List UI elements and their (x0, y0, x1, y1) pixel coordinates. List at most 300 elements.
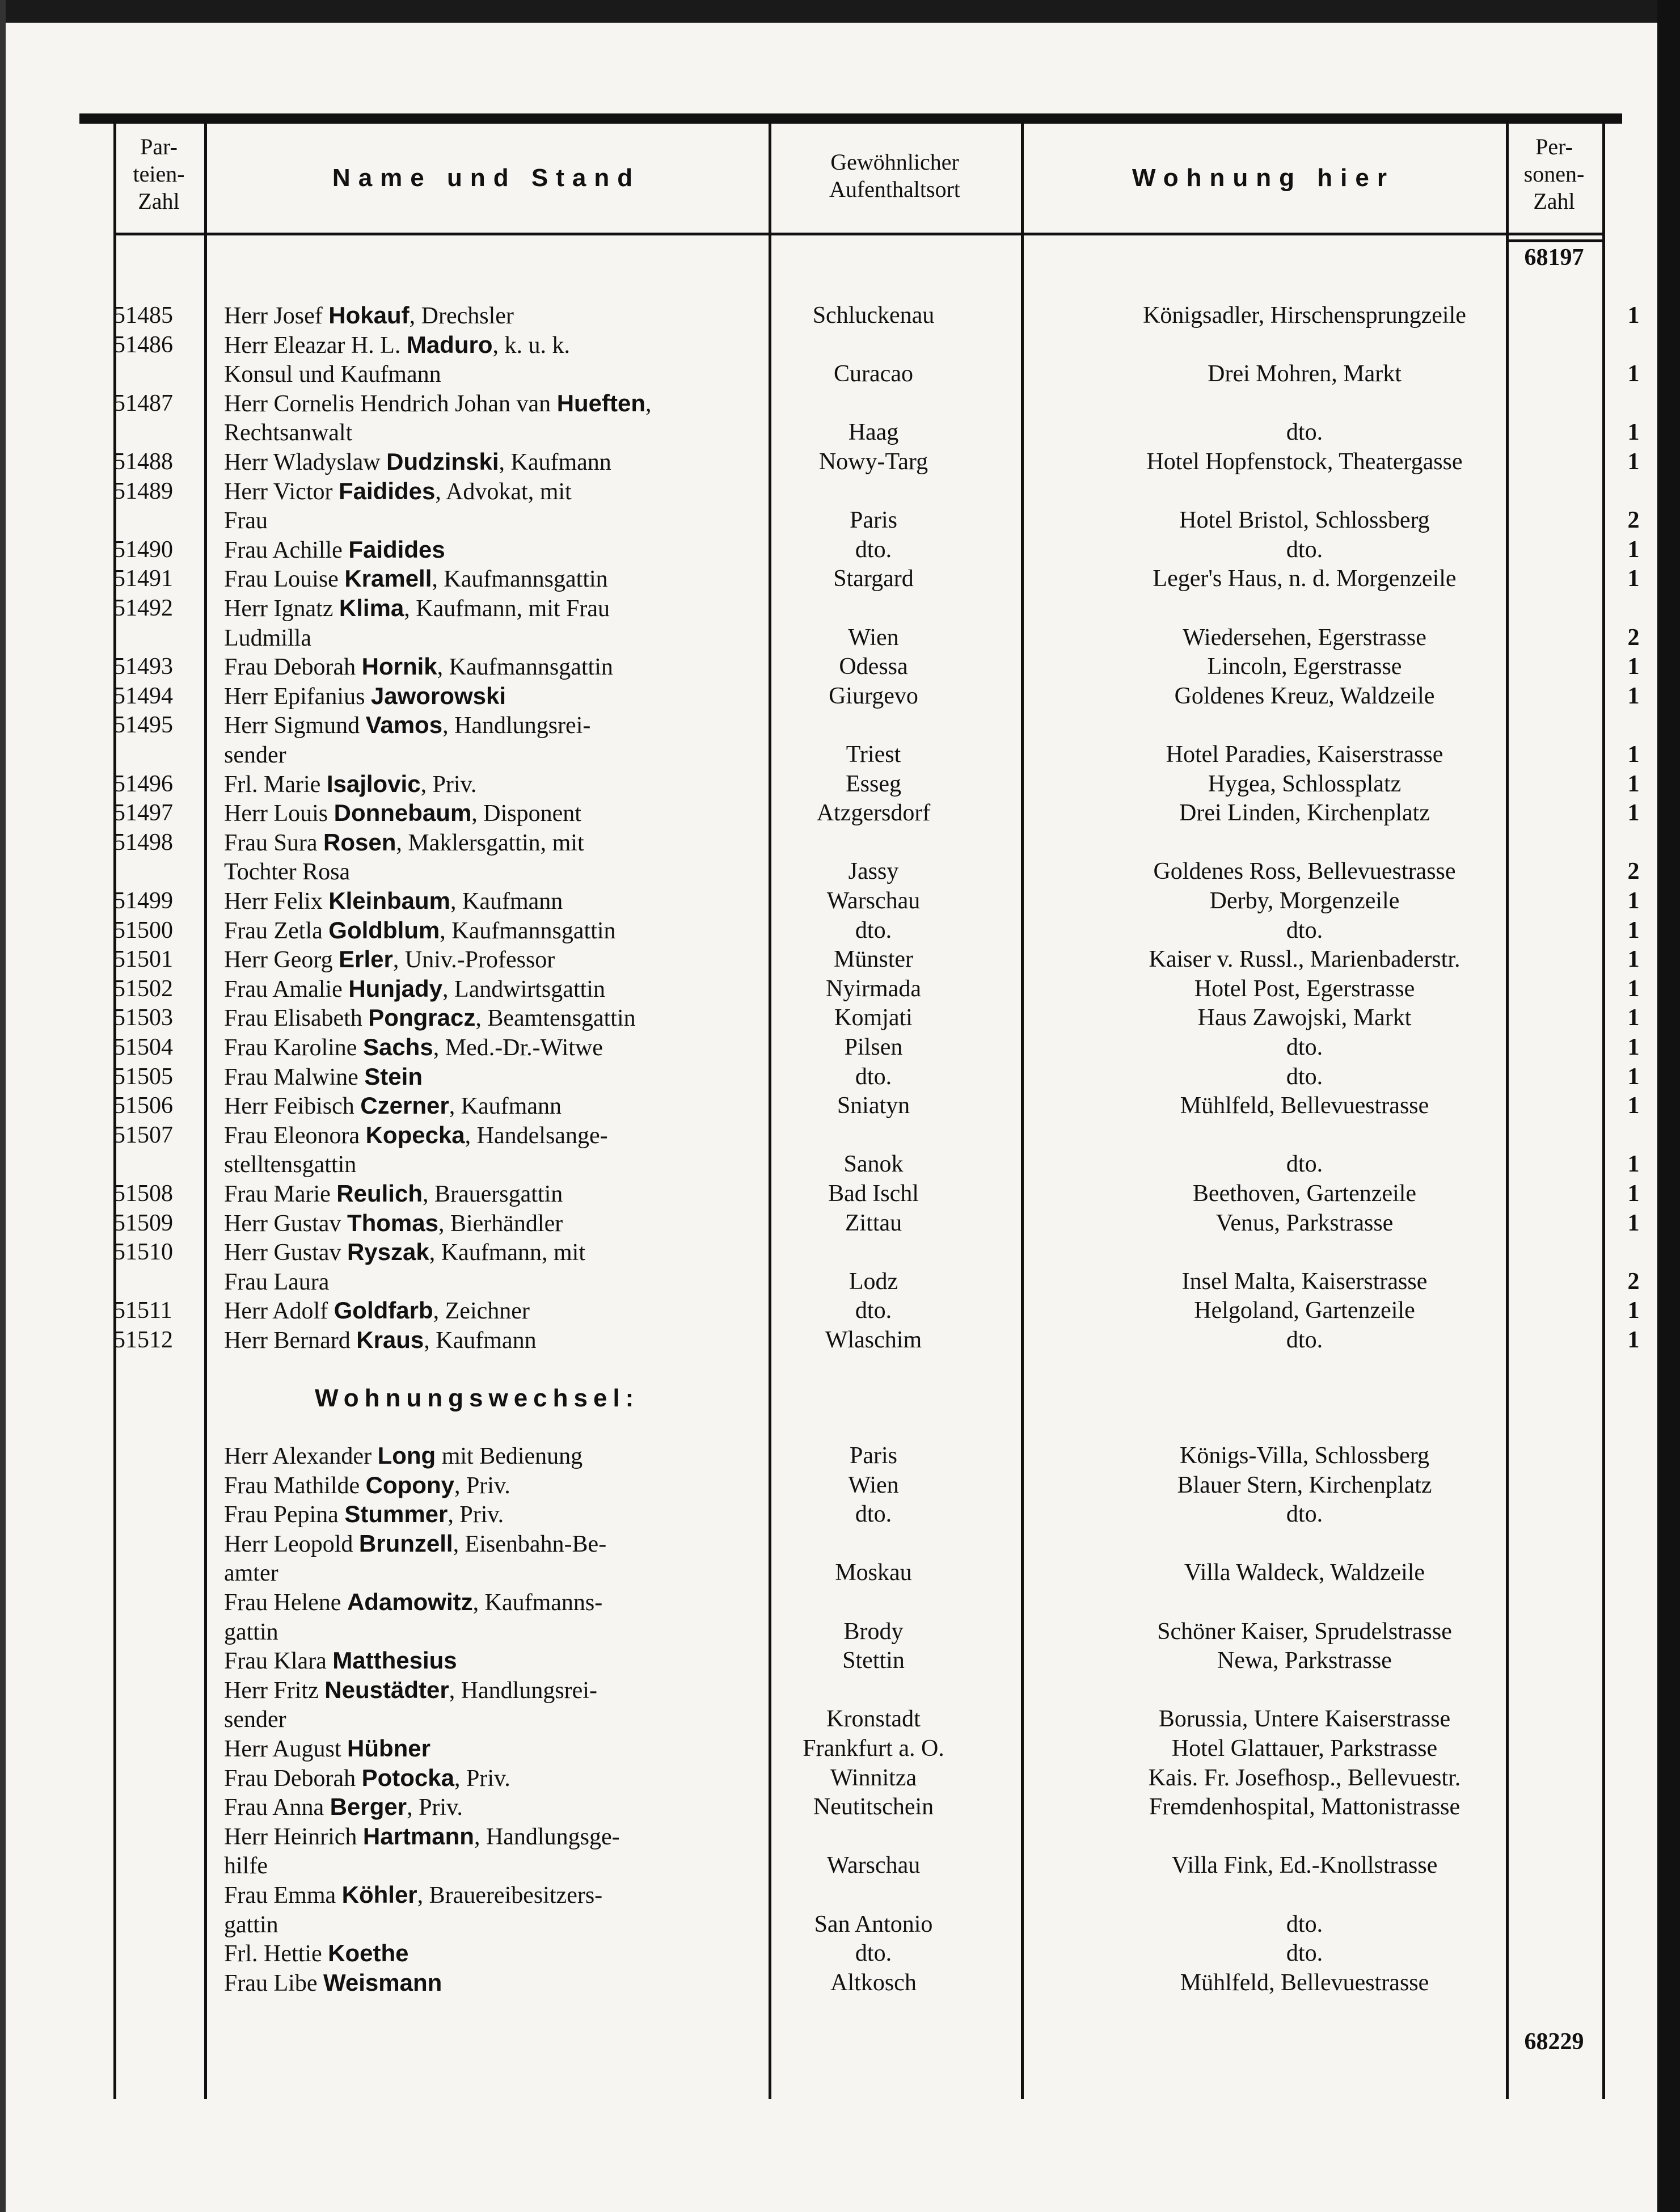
entry-description: , Kaufmanns- (472, 1590, 603, 1616)
entry-address: Lincoln, Egerstrasse (1207, 654, 1402, 680)
entry-first-name: Victor (273, 478, 333, 505)
table-row (113, 1763, 1616, 1793)
entry-origin: Münster (834, 946, 913, 973)
table-row (113, 1237, 1616, 1267)
entry-description: , Handlungsge- (474, 1823, 620, 1850)
entry-description: , k. u. k. (492, 332, 570, 359)
entry-address: Goldenes Kreuz, Waldzeile (1174, 682, 1435, 709)
entry-first-name: sender (224, 1707, 286, 1733)
entry-first-name: Sigmund (273, 713, 360, 739)
entry-title: Frau (224, 1590, 268, 1616)
entry-address: dto. (1286, 1151, 1323, 1178)
entry-title: Herr (224, 888, 268, 915)
carry-out-total: 68229 (1524, 2029, 1584, 2055)
entry-first-name: Wladyslaw (273, 449, 381, 475)
entry-surname: Hokauf (328, 302, 410, 328)
entry-first-name: Josef (273, 303, 323, 329)
entry-surname: Kramell (344, 565, 432, 592)
entry-number: 51504 (113, 1034, 173, 1060)
entry-persons: 1 (1627, 1327, 1640, 1353)
entry-name (224, 1822, 868, 1852)
entry-description: , Zeichner (433, 1298, 530, 1325)
entry-first-name: Epifanius (273, 683, 365, 710)
entry-first-name: Anna (272, 1794, 324, 1821)
entry-description: , Priv. (420, 771, 477, 798)
table-row (113, 1267, 1640, 1296)
entry-title: Frau (224, 654, 268, 681)
entry-first-name: Konsul und Kaufmann (224, 361, 441, 388)
entry-title: Frl. (224, 771, 258, 798)
entry-description: , Priv. (454, 1765, 510, 1792)
entry-origin: dto. (855, 1063, 892, 1090)
entry-address: Hotel Post, Egerstrasse (1194, 975, 1415, 1002)
entry-surname: Czerner (360, 1092, 449, 1119)
entry-number: 51492 (113, 595, 173, 621)
entry-address: Wiedersehen, Egerstrasse (1183, 624, 1426, 651)
entry-first-name: Achille (272, 537, 343, 563)
entry-origin: dto. (855, 1297, 892, 1324)
table-row (113, 359, 1640, 389)
header-personen-zahl: Per- sonen- Zahl (1523, 134, 1585, 214)
entry-first-name: Elisabeth (273, 1005, 362, 1032)
entry-number: 51512 (113, 1327, 173, 1353)
entry-address: Borussia, Untere Kaiserstrasse (1158, 1706, 1451, 1733)
entry-title: Frau (224, 1122, 268, 1149)
table-row (113, 1179, 1640, 1208)
entry-number: 51487 (113, 390, 173, 416)
entry-description: , Priv. (448, 1502, 504, 1528)
entry-first-name: Eleonora (273, 1122, 360, 1149)
entry-origin: Wlaschim (825, 1327, 922, 1353)
entry-number: 51495 (113, 712, 173, 739)
entry-surname: Köhler (341, 1881, 417, 1908)
entry-origin: Bad Ischl (828, 1181, 919, 1207)
entry-title: Frau (224, 976, 268, 1002)
header-bottom-rule (113, 233, 1605, 235)
entry-address: dto. (1286, 917, 1323, 943)
entry-title: Herr (224, 713, 268, 739)
table-row (113, 1296, 1640, 1325)
entry-first-name: Deborah (273, 654, 356, 681)
table-row (113, 1704, 1616, 1734)
entry-number: 51507 (113, 1122, 173, 1148)
entry-title: Frau (224, 537, 268, 563)
table-row (113, 740, 1640, 769)
entry-surname: Klima (339, 595, 404, 621)
entry-description: , Priv. (407, 1794, 463, 1821)
entry-origin: Komjati (834, 1005, 913, 1031)
entry-name (224, 1675, 868, 1705)
entry-surname: Faidides (338, 477, 436, 504)
entry-title: Herr (224, 390, 268, 417)
table-row (113, 535, 1640, 564)
entry-origin: dto. (855, 917, 892, 943)
entry-first-name: Eleazar H. L. (273, 332, 401, 359)
entry-persons: 1 (1627, 361, 1640, 387)
entry-surname: Kopecka (365, 1121, 465, 1148)
entry-surname: Weismann (323, 1969, 442, 1996)
entry-title: Herr (224, 1677, 268, 1704)
entry-origin: Haag (848, 419, 899, 446)
table-row (113, 798, 1640, 828)
table-row (113, 1939, 1616, 1968)
entry-persons: 1 (1627, 536, 1640, 563)
entry-first-name: stelltensgattin (224, 1152, 357, 1178)
entry-address: Schöner Kaiser, Sprudelstrasse (1157, 1618, 1452, 1645)
entry-first-name: gattin (224, 1911, 278, 1938)
entry-address: Goldenes Ross, Bellevuestrasse (1153, 858, 1456, 885)
entry-first-name: Ignatz (273, 596, 334, 622)
entry-origin: Pilsen (844, 1034, 903, 1060)
entry-title: Herr (224, 1210, 268, 1237)
entry-first-name: Gustav (273, 1210, 341, 1237)
entry-surname: Hueften (556, 389, 646, 416)
entry-surname: Rosen (323, 828, 396, 856)
entry-persons: 1 (1627, 741, 1640, 768)
entry-description: , Bierhändler (438, 1210, 563, 1237)
table-row (113, 1033, 1640, 1062)
section-title-wohnungswechsel: Wohnungswechsel: (315, 1384, 640, 1412)
entry-persons: 1 (1627, 1093, 1640, 1119)
entry-surname: Stein (364, 1063, 423, 1090)
entry-persons: 1 (1627, 888, 1640, 914)
entry-first-name: Frau (224, 508, 268, 534)
entry-first-name: Tochter Rosa (224, 859, 351, 886)
entry-title: Frau (224, 1794, 268, 1821)
entry-origin: Nyirmada (826, 975, 921, 1002)
entry-description: , Univ.-Professor (392, 947, 555, 974)
entry-origin: Esseg (846, 770, 901, 797)
entry-description: , Kaufmann (424, 1328, 537, 1354)
table-row (113, 1968, 1616, 1998)
entry-title: Herr (224, 947, 268, 974)
table-row (113, 916, 1640, 945)
entry-number: 51485 (113, 302, 173, 328)
entry-origin: Wien (848, 1472, 899, 1498)
header-bottom-rule (1506, 239, 1605, 242)
entry-address: Kais. Fr. Josefhosp., Bellevuestr. (1148, 1764, 1461, 1791)
entry-first-name: Rechtsanwalt (224, 420, 353, 446)
entry-name (224, 330, 868, 360)
table-row (113, 1471, 1616, 1500)
entry-surname: Thomas (347, 1209, 438, 1236)
entry-first-name: Cornelis Hendrich Johan van (273, 390, 551, 417)
entry-persons: 1 (1627, 419, 1640, 446)
entry-origin: Paris (850, 1443, 897, 1469)
entry-first-name: Frau Laura (224, 1269, 330, 1295)
entry-first-name: Helene (273, 1590, 341, 1616)
entry-surname: Kleinbaum (328, 887, 450, 914)
entry-surname: Donnebaum (334, 799, 472, 827)
entry-origin: Sanok (843, 1151, 904, 1178)
entry-address: Kaiser v. Russl., Marienbaderstr. (1149, 946, 1460, 973)
table-row (113, 1062, 1640, 1092)
entry-origin: Moskau (835, 1560, 912, 1586)
entry-origin: San Antonio (814, 1911, 933, 1937)
table-row (113, 945, 1640, 974)
entry-persons: 1 (1627, 946, 1640, 973)
entry-surname: Pongracz (368, 1004, 476, 1031)
entry-origin: Odessa (839, 654, 908, 680)
entry-origin: Jassy (848, 858, 899, 885)
table-row (113, 418, 1640, 447)
entry-surname: Jaworowski (370, 682, 506, 709)
entry-origin: Warschau (826, 888, 921, 914)
carry-in-total: 68197 (1524, 245, 1584, 271)
table-top-rule (79, 113, 1622, 124)
table-row (113, 1325, 1640, 1355)
table-row (113, 1675, 1616, 1705)
entry-number: 51502 (113, 975, 173, 1002)
entry-first-name: Malwine (273, 1064, 358, 1090)
entry-number: 51505 (113, 1063, 173, 1090)
entry-address: Insel Malta, Kaiserstrasse (1181, 1268, 1428, 1295)
entry-address: Villa Fink, Ed.-Knollstrasse (1171, 1852, 1438, 1879)
entry-description: , Priv. (454, 1472, 510, 1499)
entry-address: Helgoland, Gartenzeile (1194, 1297, 1415, 1324)
table-row (113, 1499, 1616, 1529)
entry-number: 51490 (113, 536, 173, 563)
entry-description: , Kaufmannsgattin (440, 917, 616, 944)
entry-title: Frau (224, 1970, 268, 1996)
entry-title: Herr (224, 449, 268, 475)
entry-surname: Faidides (348, 536, 445, 563)
table-row (113, 974, 1640, 1004)
entry-address: dto. (1286, 1911, 1323, 1937)
entry-surname: Ryszak (347, 1238, 429, 1266)
entry-number: 51501 (113, 946, 173, 973)
entry-title: Frau (224, 1181, 268, 1207)
entry-surname: Potocka (361, 1764, 454, 1791)
entry-origin: Stargard (833, 566, 914, 592)
entry-description: , Kaufmann (450, 888, 563, 915)
entry-first-name: Amalie (272, 976, 343, 1002)
entry-origin: Triest (846, 741, 901, 768)
entry-title: Frau (224, 566, 268, 593)
entry-number: 51486 (113, 331, 173, 358)
table-row (113, 1120, 1616, 1150)
entry-origin: Atzgersdorf (816, 800, 931, 827)
entry-title: Herr (224, 1328, 268, 1354)
entry-surname: Brunzell (358, 1530, 453, 1557)
entry-description: , Drechsler (409, 303, 514, 329)
table-row (113, 710, 1616, 740)
table-row (113, 1091, 1640, 1120)
entry-persons: 1 (1627, 682, 1640, 709)
table-row (113, 1149, 1640, 1179)
entry-surname: Neustädter (324, 1676, 449, 1703)
entry-description: , Handlungsrei- (449, 1677, 597, 1704)
table-row (113, 1880, 1616, 1910)
entry-address: Hotel Glattauer, Parkstrasse (1171, 1735, 1438, 1762)
entry-origin: Wien (848, 624, 899, 651)
entry-surname: Sachs (362, 1034, 433, 1060)
entry-persons: 1 (1627, 654, 1640, 680)
table-row (113, 1734, 1616, 1763)
entry-persons: 1 (1627, 449, 1640, 475)
entry-address: Drei Linden, Kirchenplatz (1179, 800, 1430, 827)
entry-origin: Zittau (845, 1210, 902, 1236)
entry-address: Hotel Bristol, Schlossberg (1179, 507, 1430, 534)
entry-first-name: Mathilde (273, 1472, 360, 1499)
entry-origin: dto. (855, 536, 892, 563)
entry-title: Frau (224, 829, 268, 856)
entry-surname: Hübner (347, 1735, 430, 1762)
entry-name (224, 1880, 868, 1910)
entry-description: , Kaufmannsgattin (432, 566, 608, 593)
entry-address: Hotel Paradies, Kaiserstrasse (1166, 741, 1443, 768)
entry-first-name: Karoline (273, 1035, 357, 1061)
entry-address: Mühlfeld, Bellevuestrasse (1180, 1969, 1429, 1996)
entry-first-name: Louis (273, 800, 328, 827)
entry-first-name: Marie (273, 1181, 331, 1207)
entry-title: Frl. (224, 1941, 258, 1967)
entry-name (224, 710, 868, 740)
entry-first-name: Zetla (273, 917, 323, 944)
entry-title: Herr (224, 1298, 268, 1325)
entry-origin: Schluckenau (812, 302, 935, 328)
table-row (113, 886, 1640, 916)
entry-name (224, 1587, 868, 1617)
table-row (113, 1792, 1616, 1822)
entry-address: Haus Zawojski, Markt (1197, 1005, 1412, 1031)
entry-title: Herr (224, 478, 268, 505)
entry-title: Frau (224, 1064, 268, 1090)
header-parteien-zahl: Par- teien- Zahl (133, 134, 185, 214)
entry-address: dto. (1286, 1034, 1323, 1060)
entry-surname: Adamowitz (347, 1589, 473, 1615)
table-row (113, 1587, 1616, 1617)
entry-surname: Stummer (344, 1501, 448, 1528)
entry-title: Herr (224, 1093, 268, 1120)
entry-number: 51494 (113, 682, 173, 709)
entry-name (224, 1529, 868, 1559)
entry-description: , Advokat, mit (435, 478, 572, 505)
entry-description: , Disponent (471, 800, 581, 827)
entry-description: , (645, 390, 652, 417)
entry-description: , Landwirtsgattin (442, 976, 605, 1002)
entry-surname: Kraus (356, 1326, 424, 1353)
entry-address: dto. (1286, 1063, 1323, 1090)
entry-first-name: Klara (273, 1648, 327, 1675)
table-row (113, 1529, 1616, 1558)
entry-origin: Winnitza (830, 1764, 917, 1791)
table-row (113, 477, 1616, 506)
entry-first-name: Bernard (273, 1328, 351, 1354)
entry-number: 51497 (113, 800, 173, 827)
entry-name (224, 1237, 868, 1267)
table-row (113, 330, 1616, 360)
entry-first-name: gattin (224, 1619, 278, 1645)
entry-persons: 1 (1627, 1210, 1640, 1236)
entry-number: 51498 (113, 829, 173, 856)
entry-first-name: Heinrich (273, 1823, 357, 1850)
entry-description: , Kaufmann (499, 449, 611, 475)
entry-persons: 1 (1627, 1151, 1640, 1178)
entry-persons: 2 (1627, 1268, 1640, 1295)
entry-address: Hotel Hopfenstock, Theatergasse (1146, 449, 1463, 475)
entry-origin: Neutitschein (813, 1794, 934, 1821)
entry-first-name: Ludmilla (224, 625, 311, 651)
entry-origin: Lodz (849, 1268, 898, 1295)
table-row (113, 447, 1640, 477)
entry-persons: 2 (1627, 858, 1640, 885)
table-row (113, 389, 1616, 418)
entry-first-name: Libe (273, 1970, 318, 1996)
entry-persons: 2 (1627, 624, 1640, 651)
entry-first-name: Deborah (273, 1765, 356, 1792)
entry-number: 51488 (113, 449, 173, 475)
entry-surname: Berger (330, 1793, 407, 1821)
entry-description: , Handlungsrei- (442, 713, 591, 739)
entry-surname: Hartmann (362, 1822, 474, 1849)
entry-address: Mühlfeld, Bellevuestrasse (1180, 1093, 1429, 1119)
entry-origin: Frankfurt a. O. (803, 1735, 944, 1762)
entry-first-name: Felix (273, 888, 323, 915)
entry-title: Frau (224, 1005, 268, 1032)
table-row (113, 828, 1616, 857)
entry-first-name: Gustav (273, 1240, 341, 1266)
entry-number: 51496 (113, 770, 173, 797)
entry-persons: 1 (1627, 1063, 1640, 1090)
entry-persons: 1 (1627, 302, 1640, 328)
entry-title: Frau (224, 1648, 268, 1675)
entry-origin: Giurgevo (829, 682, 918, 709)
entry-description: , Med.-Dr.-Witwe (433, 1035, 603, 1061)
entry-description: , Kaufmann (449, 1093, 562, 1120)
table-row (113, 769, 1640, 799)
entry-description: , Brauereibesitzers- (417, 1882, 603, 1908)
entry-address: dto. (1286, 419, 1323, 446)
entry-origin: Warschau (826, 1852, 921, 1879)
table-row (113, 1851, 1616, 1880)
entry-description: , Beamtensgattin (475, 1005, 636, 1032)
entry-first-name: sender (224, 742, 286, 768)
entry-address: dto. (1286, 1501, 1323, 1528)
entry-surname: Matthesius (332, 1647, 457, 1674)
entry-first-name: Georg (273, 947, 333, 974)
entry-surname: Hornik (361, 653, 437, 680)
entry-address: dto. (1286, 1327, 1323, 1353)
entry-first-name: Marie (264, 771, 321, 798)
entry-first-name: Fritz (273, 1677, 319, 1704)
entry-origin: Brody (843, 1618, 904, 1645)
entry-address: Venus, Parkstrasse (1215, 1210, 1394, 1236)
entry-persons: 1 (1627, 1181, 1640, 1207)
entry-title: Frau (224, 1035, 268, 1061)
entry-title: Frau (224, 917, 268, 944)
table-row (113, 1558, 1616, 1587)
entry-address: Hygea, Schlossplatz (1208, 770, 1402, 797)
entry-surname: Goldfarb (334, 1297, 433, 1324)
entry-number: 51500 (113, 917, 173, 943)
entry-number: 51510 (113, 1239, 173, 1266)
scan-edge-top (0, 0, 1680, 23)
entry-origin: Sniatyn (837, 1093, 910, 1119)
table-row (113, 652, 1640, 681)
entry-first-name: Adolf (272, 1298, 328, 1325)
entry-first-name: Sura (273, 829, 318, 856)
entry-number: 51503 (113, 1005, 173, 1031)
entry-persons: 1 (1627, 770, 1640, 797)
entry-name (224, 1120, 868, 1151)
entry-origin: Kronstadt (826, 1706, 921, 1733)
entry-name (224, 828, 868, 858)
entry-persons: 1 (1627, 1297, 1640, 1324)
entry-surname: Erler (339, 946, 393, 973)
entry-description: , Brauersgattin (423, 1181, 563, 1207)
entry-title: Frau (224, 1765, 268, 1792)
